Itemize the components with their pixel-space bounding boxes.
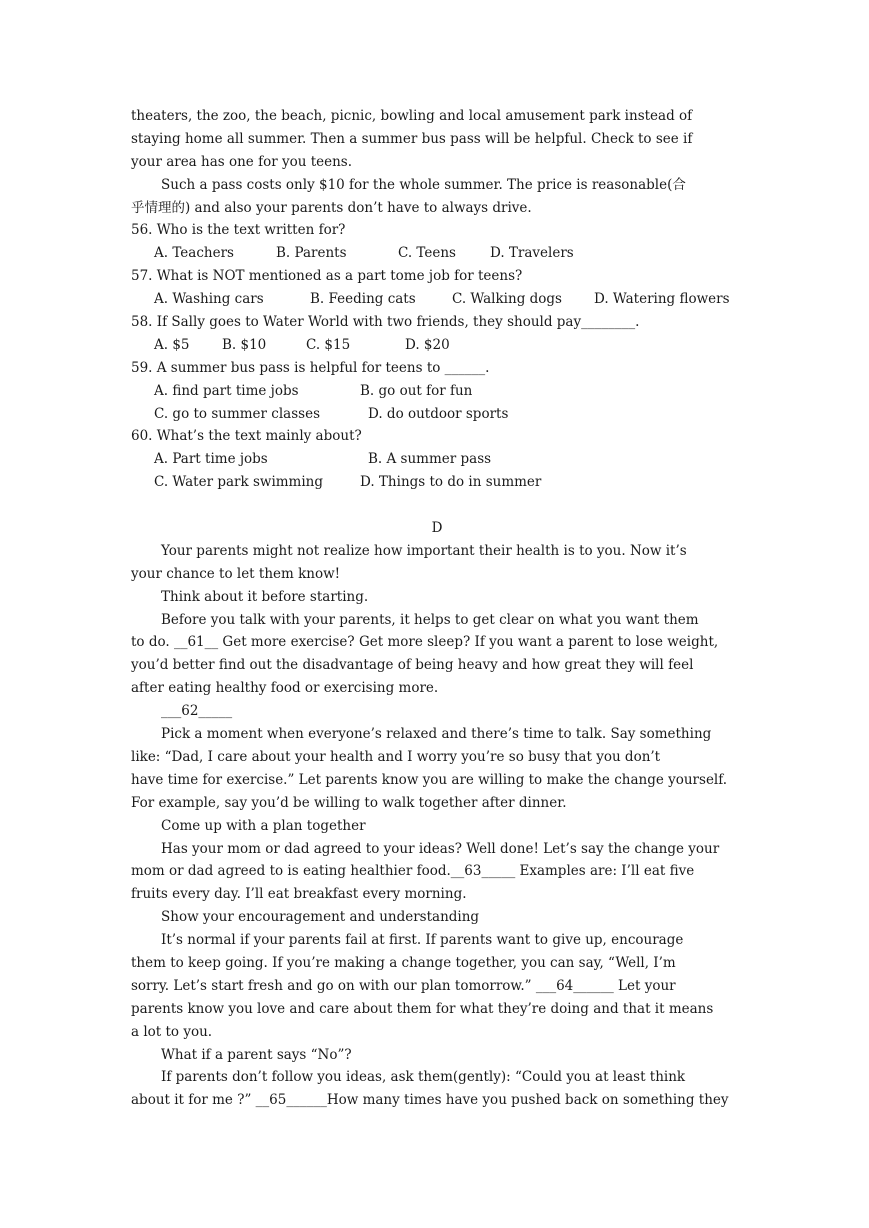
option-b: B. go out for fun [360,382,473,399]
question-59-stem: 59. A summer bus pass is helpful for teens to ______. [131,359,490,376]
passage-line: 乎情理的) and also your parents don’t have to always drive. [131,199,532,216]
spacer [131,494,743,517]
question-60-options-row1 [131,448,743,471]
option-d: D. do outdoor sports [368,405,509,422]
option-d: D. $20 [405,336,450,353]
passage-line: you’d better find out the disadvantage of being heavy and how great they will feel [131,657,694,674]
question-60-stem: 60. What’s the text mainly about? [131,428,362,445]
passage-line: have time for exercise.” Let parents know you are willing to make the change yourself. [131,771,728,788]
option-b: B. Feeding cats [310,291,416,308]
subheading: What if a parent says “No”? [161,1046,352,1063]
question-58-stem: 58. If Sally goes to Water World with two friends, they should pay________. [131,314,640,331]
passage-line: to do. __61__ Get more exercise? Get more sleep? If you want a parent to lose weight, [131,634,719,651]
passage-line: fruits every day. I’ll eat breakfast every morning. [131,886,467,903]
passage-line: mom or dad agreed to is eating healthier food.__63_____ Examples are: I’ll eat five [131,863,695,880]
passage-line: a lot to you. [131,1023,213,1040]
passage-line: It’s normal if your parents fail at first. If parents want to give up, encourage [161,932,684,949]
question-56-stem: 56. Who is the text written for? [131,222,346,239]
passage-line: Your parents might not realize how important their health is to you. Now it’s [161,542,687,559]
option-b: B. $10 [222,336,267,353]
passage-line: about it for me ?” __65______How many times have you pushed back on something they [131,1092,729,1109]
option-a: A. Part time jobs [154,451,268,468]
subheading: Come up with a plan together [161,817,366,834]
passage-line: Before you talk with your parents, it helps to get clear on what you want them [161,611,699,628]
passage-line: For example, say you’d be willing to walk together after dinner. [131,794,567,811]
subheading: Show your encouragement and understanding [161,909,480,926]
passage-line: your chance to let them know! [131,565,341,582]
exam-page [131,105,743,1112]
passage-line: staying home all summer. Then a summer bus pass will be helpful. Check to see if [131,130,693,147]
passage-line: sorry. Let’s start fresh and go on with our plan tomorrow.” ___64______ Let your [131,977,676,994]
option-c: C. Teens [398,245,456,262]
passage-line: them to keep going. If you’re making a change together, you can say, “Well, I’m [131,954,676,971]
passage-line: If parents don’t follow you ideas, ask them(gently): “Could you at least think [161,1069,686,1086]
passage-line: parents know you love and care about them for what they’re doing and that it means [131,1000,714,1017]
question-58-options [131,334,743,357]
passage-line: like: “Dad, I care about your health and I worry you’re so busy that you don’t [131,748,661,765]
option-d: D. Travelers [490,245,574,262]
question-60-options-row2 [131,471,743,494]
section-heading: D [431,520,443,537]
option-b: B. Parents [276,245,347,262]
passage-line: Has your mom or dad agreed to your ideas? Well done! Let’s say the change your [161,840,720,857]
subheading: Think about it before starting. [161,588,369,605]
option-b: B. A summer pass [368,451,492,468]
option-c: C. $15 [306,336,351,353]
question-59-options-row1 [131,380,743,403]
question-56-options [131,242,743,265]
option-d: D. Watering flowers [594,291,730,308]
option-a: A. find part time jobs [154,382,299,399]
question-57-options [131,288,743,311]
passage-line: after eating healthy food or exercising more. [131,680,439,697]
question-59-options-row2 [131,403,743,426]
option-c: C. go to summer classes [154,405,320,422]
option-a: A. $5 [154,336,190,353]
passage-line: theaters, the zoo, the beach, picnic, bowling and local amusement park instead of [131,108,693,124]
passage-line: Such a pass costs only $10 for the whole summer. The price is reasonable(合 [161,176,686,193]
blank-62: ___62_____ [161,703,233,720]
option-a: A. Teachers [154,245,234,262]
passage-line: your area has one for you teens. [131,153,353,170]
option-a: A. Washing cars [154,291,264,308]
passage-line: Pick a moment when everyone’s relaxed and there’s time to talk. Say something [161,726,712,743]
option-c: C. Walking dogs [452,291,562,308]
option-d: D. Things to do in summer [360,474,542,491]
option-c: C. Water park swimming [154,474,324,491]
question-57-stem: 57. What is NOT mentioned as a part tome job for teens? [131,268,523,285]
